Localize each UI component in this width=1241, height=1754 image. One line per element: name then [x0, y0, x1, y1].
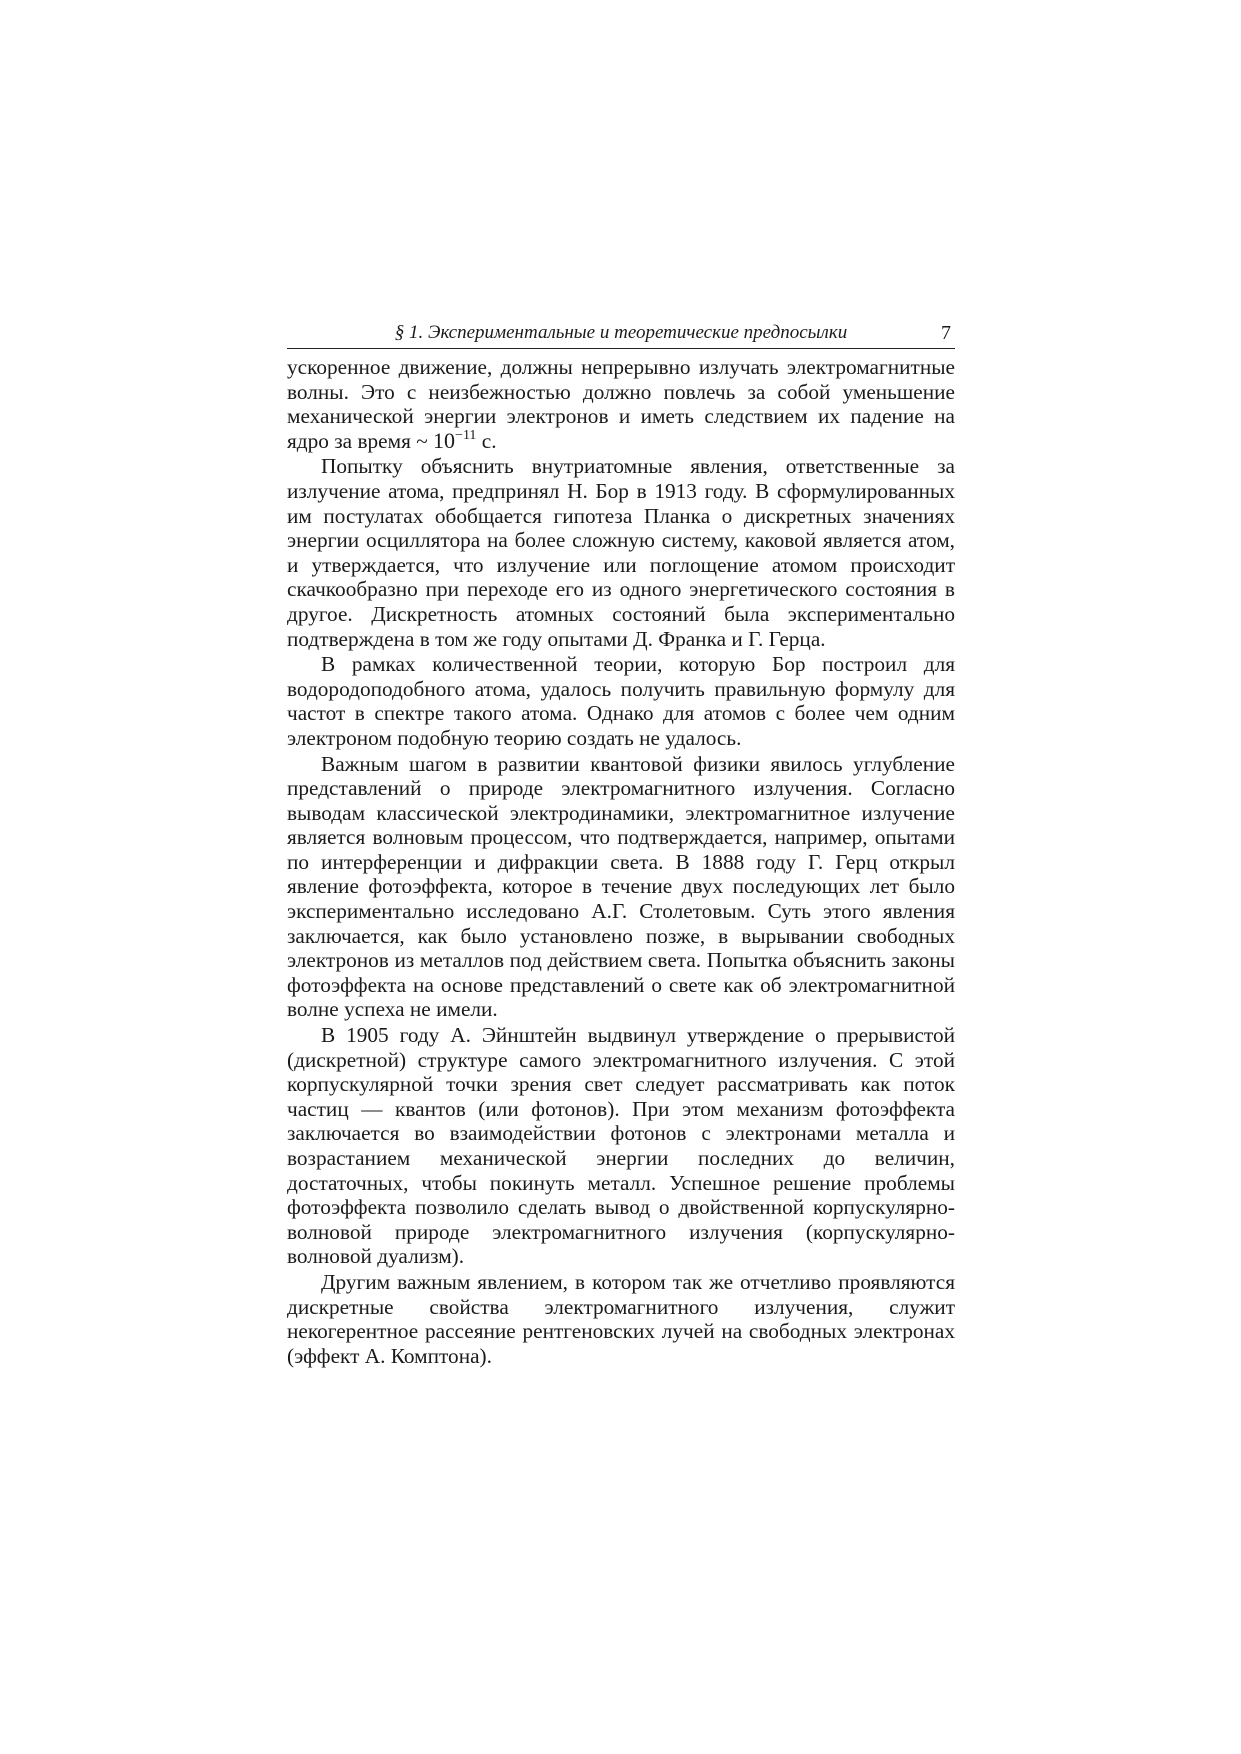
paragraph-continued [287, 355, 955, 453]
book-page [287, 318, 955, 1369]
paragraph-quantitative-theory: В рамках количественной теории, которую Бор построил для водородоподобного атома, удалось получить правильную формулу для частот в спектре такого атома. Однако для атомов с более чем одним электроном подобную теорию создать не удалось. [287, 652, 955, 750]
paragraph-einstein: В 1905 году А. Эйнштейн выдвинул утверждение о прерывистой (дискретной) структуре самого электромагнитного излучения. С этой корпускулярной точки зрения свет следует рассматривать как поток частиц — квантов (или фотонов). При этом механизм фотоэффекта заключается во взаимодействии фотонов с электронами металла и возрастанием механической энергии последних до величин, достаточных, чтобы покинуть металл. Успешное решение проблемы фотоэффекта позволило сделать вывод о двойственной корпускулярно-волновой природе электромагнитного излучения (корпускулярно-волновой дуализм). [287, 1023, 955, 1269]
paragraph-photoeffect: Важным шагом в развитии квантовой физики явилось углубление представлений о природе электромагнитного излучения. Согласно выводам классической электродинамики, электромагнитное излучение является волновым процессом, что подтверждается, например, опытами по интерференции и дифракции света. В 1888 году Г. Герц открыл явление фотоэффекта, которое в течение двух последующих лет было экспериментально исследовано А.Г. Столетовым. Суть этого явления заключается, как было установлено позже, в вырывании свободных электронов из металлов под действием света. Попытка объяснить законы фотоэффекта на основе представлений о свете как об электромагнитной волне успеха не имели. [287, 751, 955, 1022]
paragraph-compton: Другим важным явлением, в котором так же отчетливо проявляются дискретные свойства электромагнитного излучения, служит некогерентное рассеяние рентгеновских лучей на свободных электронах (эффект А. Комптона). [287, 1269, 955, 1368]
paragraph-bohr: Попытку объяснить внутриатомные явления, ответственные за излучение атома, предпринял Н. Бор в 1913 году. В сформулированных им постулатах обобщается гипотеза Планка о дискретных значениях энергии осциллятора на более сложную систему, каковой является атом, и утверждается, что излучение или поглощение атомом происходит скачкообразно при переходе его из одного энергетического состояния в другое. Дискретность атомных состояний была экспериментально подтверждена в том же году опытами Д. Франка и Г. Герца. [287, 454, 955, 651]
power-exponent: −11 [455, 427, 477, 443]
section-title: § 1. Экспериментальные и теоретические предпосылки [394, 322, 848, 343]
paragraph-text-end: с. [476, 428, 497, 453]
running-head [287, 318, 955, 349]
page-number: 7 [941, 322, 951, 344]
paragraph-text: ускоренное движение, должны непрерывно излучать электромагнитные волны. Это с неизбежностью должно повлечь за собой уменьшение механической энергии электронов и иметь следствием их падение на ядро за время ~ [287, 355, 955, 453]
body-text [287, 355, 955, 1368]
power-base: 10 [433, 427, 456, 453]
